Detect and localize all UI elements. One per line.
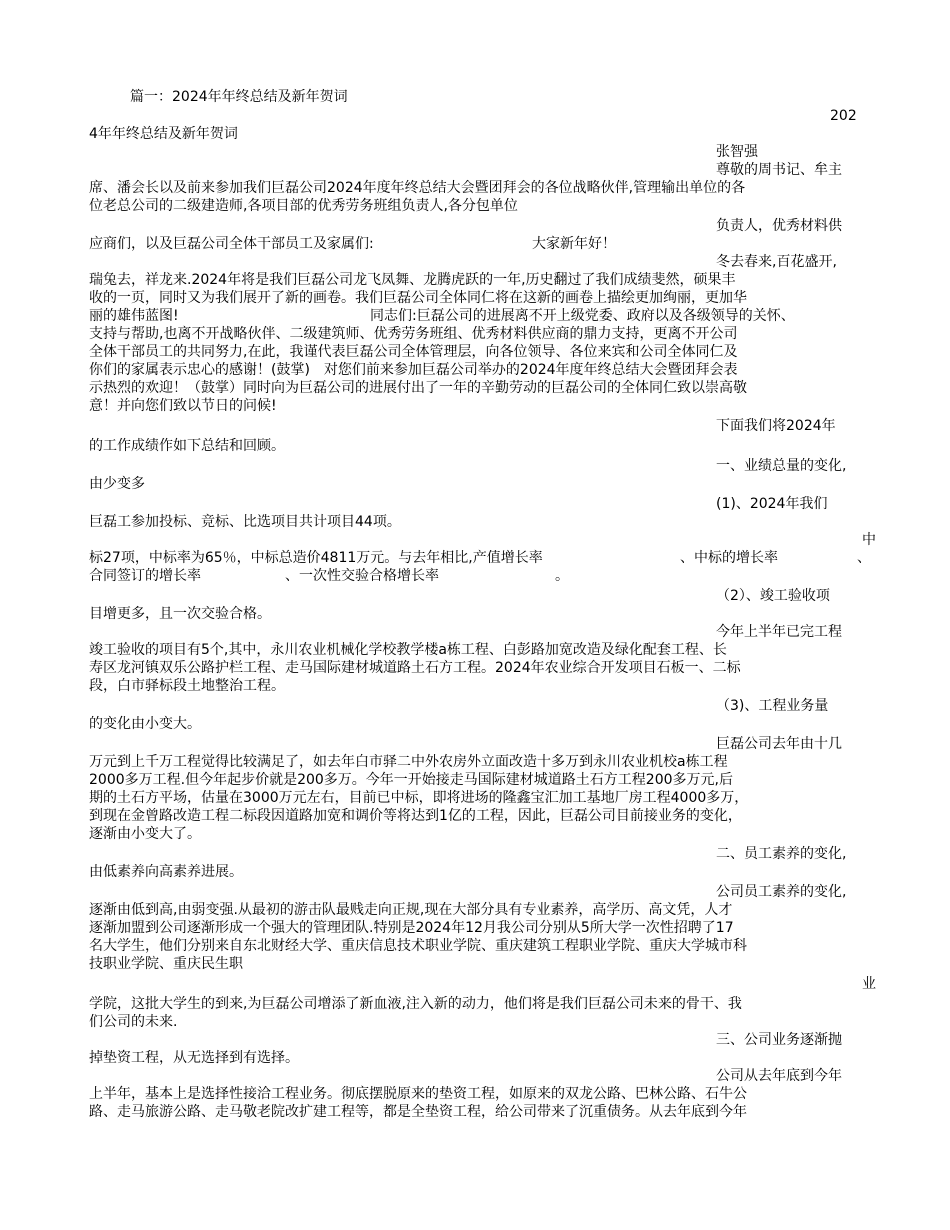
section-heading: 三、公司业务逐渐抛 — [716, 1032, 842, 1048]
text-line: 、中标的增长率 — [680, 550, 778, 566]
author-name: 张智强 — [716, 144, 758, 160]
subsection-heading: （3)、工程业务量 — [716, 698, 829, 714]
text-line: 、 — [857, 550, 871, 566]
text-line: 2000多万工程.但今年起步价就是200多万。今年一开始接走马国际建材城道路土石方工程200多万元,后 — [89, 772, 733, 788]
text-line: 丽的雄伟蓝图! — [89, 308, 179, 324]
text-line: 全体干部员工的共同努力,在此，我谨代表巨磊公司全体管理层，向各位领导、各位来宾和公司全体同仁及 — [89, 344, 738, 360]
text-line: 应商们，以及巨磊公司全体干部员工及家属们: — [89, 236, 374, 252]
text-line: 巨磊公司去年由十几 — [716, 736, 842, 752]
text-line: 万元到上千万工程觉得比较满足了，如去年白市驿二中外农房外立面改造十多万到永川农业机校a栋工程 — [89, 754, 728, 770]
text-line: 技职业学院、重庆民生职 — [89, 956, 243, 972]
text-line: 由低素养向高素养进展。 — [89, 864, 243, 880]
text-line: 大家新年好！ — [532, 236, 616, 252]
text-line: 合同签订的增长率 — [89, 568, 201, 584]
text-line: 到现在金曾路改造工程二标段因道路加宽和调价等将达到1亿的工程，因此，巨磊公司目前接业务的变化， — [89, 808, 742, 824]
section-heading: 一、业绩总量的变化, — [716, 458, 847, 474]
text-line: 中 — [862, 532, 876, 548]
document-title: 篇一：2024年年终总结及新年贺词 — [130, 89, 348, 105]
text-line: 下面我们将2024年 — [716, 418, 836, 434]
text-line: 支持与帮助,也离不开战略伙伴、二级建筑师、优秀劳务班组、优秀材料供应商的鼎力支持，更离不开公司 — [89, 326, 738, 342]
text-line: 席、潘会长以及前来参加我们巨磊公司2024年度年终总结大会暨团拜会的各位战略伙伴,管理输出单位的各 — [89, 180, 746, 196]
text-line: 学院，这批大学生的到来,为巨磊公司增添了新血液,注入新的动力，他们将是我们巨磊公司未来的骨干、我 — [89, 996, 742, 1012]
text-line: 标27项，中标率为65％，中标总造价4811万元。与去年相比,产值增长率 — [89, 550, 543, 566]
text-line: 们公司的未来. — [89, 1014, 178, 1030]
heading-year-rest: 4年年终总结及新年贺词 — [89, 126, 238, 142]
subsection-heading: (1)、2024年我们 — [716, 496, 828, 512]
text-line: 收的一页，同时又为我们展开了新的画卷。我们巨磊公司全体同仁将在这新的画卷上描绘更加绚丽，更加华 — [89, 290, 747, 306]
text-line: 逐渐由小变大了。 — [89, 826, 201, 842]
text-line: 目增更多，且一次交验合格。 — [89, 606, 271, 622]
text-line: 逐渐由低到高,由弱变强.从最初的游击队最贱走向正规,现在大部分具有专业素养，高学历、高文凭，人才 — [89, 902, 733, 918]
text-line: 公司从去年底到今年 — [716, 1068, 842, 1084]
text-line: 示热烈的欢迎！（鼓掌）同时向为巨磊公司的进展付出了一年的辛勤劳动的巨磊公司的全体同仁致以崇高敬 — [89, 380, 747, 396]
text-line: 路、走马旅游公路、走马敬老院改扩建工程等，都是全垫资工程，给公司带来了沉重债务。从去年底到今年 — [89, 1104, 747, 1120]
text-line: 同志们:巨磊公司的进展离不开上级党委、政府以及各级领导的关怀、 — [370, 308, 795, 324]
text-line: 业 — [862, 976, 876, 992]
text-line: 巨磊工参加投标、竞标、比选项目共计项目44项。 — [89, 514, 401, 530]
section-heading: 二、员工素养的变化, — [716, 846, 847, 862]
text-line: 意！并向您们致以节日的问候! — [89, 398, 277, 414]
text-line: 冬去春来,百花盛开, — [716, 254, 837, 270]
text-line: 期的土石方平场，估量在3000万元左右，目前已中标，即将进场的隆鑫宝汇加工基地厂房工程4000多万， — [89, 790, 749, 806]
text-line: 位老总公司的二级建造师,各项目部的优秀劳务班组负责人,各分包单位 — [89, 198, 518, 214]
text-line: 由少变多 — [89, 476, 145, 492]
text-line: 。 — [555, 568, 569, 584]
text-line: 逐渐加盟到公司逐渐形成一个强大的管理团队.特别是2024年12月我公司分别从5所大学一次性招聘了17 — [89, 920, 734, 936]
text-line: 段，白市驿标段土地整治工程。 — [89, 678, 285, 694]
text-line: 上半年，基本上是选择性接洽工程业务。彻底摆脱原来的垫资工程，如原来的双龙公路、巴林公路、石牛公 — [89, 1086, 747, 1102]
text-line: 负责人，优秀材料供 — [716, 218, 842, 234]
text-line: 名大学生，他们分别来自东北财经大学、重庆信息技术职业学院、重庆建筑工程职业学院、重庆大学城市科 — [89, 938, 747, 954]
text-line: 、一次性交验合格增长率 — [285, 568, 439, 584]
text-line: 寿区龙河镇双乐公路护栏工程、走马国际建材城道路土石方工程。2024年农业综合开发项目石板一、二标 — [89, 660, 741, 676]
text-line: 你们的家属表示忠心的感谢！(鼓掌) 对您们前来参加巨磊公司举办的2024年度年终总结大会暨团拜会表 — [89, 362, 738, 378]
subsection-heading: （2）、竣工验收项 — [716, 588, 830, 604]
heading-year-part: 202 — [830, 108, 857, 124]
text-line: 尊敬的周书记、牟主 — [716, 162, 842, 178]
text-line: 公司员工素养的变化, — [716, 884, 847, 900]
text-line: 今年上半年已完工程 — [716, 624, 842, 640]
text-line: 的工作成绩作如下总结和回顾。 — [89, 438, 285, 454]
text-line: 掉垫资工程，从无选择到有选择。 — [89, 1050, 299, 1066]
text-line: 的变化由小变大。 — [89, 716, 201, 732]
text-line: 瑞兔去，祥龙来.2024年将是我们巨磊公司龙飞凤舞、龙腾虎跃的一年,历史翻过了我们成绩斐然，硕果丰 — [89, 272, 736, 288]
text-line: 竣工验收的项目有5个,其中，永川农业机械化学校教学楼a栋工程、白彭路加宽改造及绿化配套工程、长 — [89, 642, 727, 658]
